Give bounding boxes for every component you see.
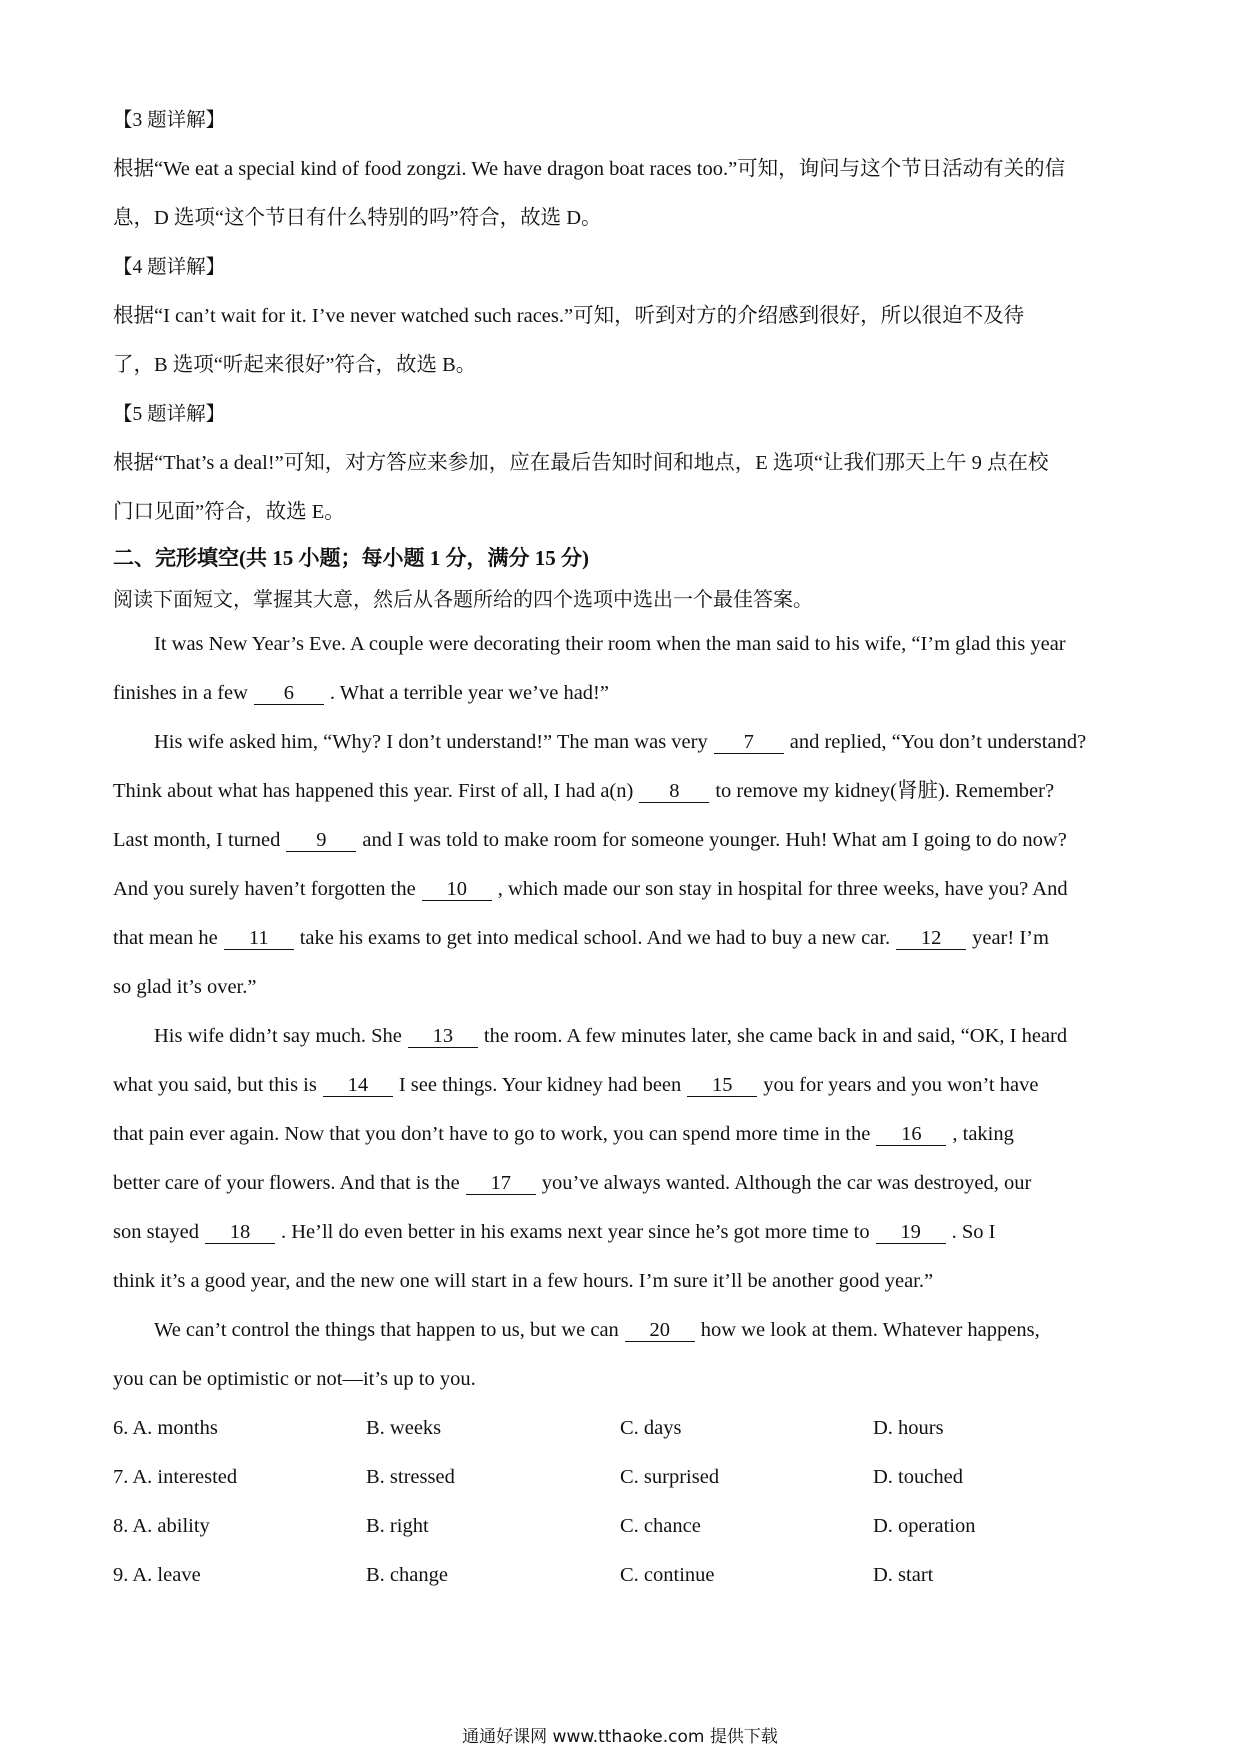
blank-19: 19 xyxy=(876,1221,946,1244)
explanation-heading: 【4 题详解】 xyxy=(113,257,226,278)
option-a: 8. A. ability xyxy=(113,1515,210,1537)
passage-line: It was New Year’s Eve. A couple were decorating their room when the man said to his wife, “I’m glad this year xyxy=(154,633,1066,655)
question-7-options xyxy=(113,1453,1143,1502)
passage-line: We can’t control the things that happen to us, but we can 20 how we look at them. Whatever happens, xyxy=(154,1319,1040,1341)
passage-line: Think about what has happened this year. First of all, I had a(n) 8 to remove my kidney(肾脏). Remember? xyxy=(113,780,1055,802)
blank-20: 20 xyxy=(625,1319,695,1342)
option-b: B. change xyxy=(366,1564,448,1586)
passage-line: that pain ever again. Now that you don’t have to go to work, you can spend more time in the 16 , taking xyxy=(113,1123,1014,1145)
option-c: C. days xyxy=(620,1417,682,1439)
blank-8: 8 xyxy=(639,780,709,803)
answer-options xyxy=(113,1404,1143,1600)
passage-line: Last month, I turned 9 and I was told to make room for someone younger. Huh! What am I going to do now? xyxy=(113,829,1067,851)
section-instruction: 阅读下面短文，掌握其大意，然后从各题所给的四个选项中选出一个最佳答案。 xyxy=(113,589,813,611)
blank-10: 10 xyxy=(422,878,492,901)
blank-14: 14 xyxy=(323,1074,393,1097)
question-9-options xyxy=(113,1551,1143,1600)
cloze-passage xyxy=(113,620,1143,1404)
explanation-heading: 【5 题详解】 xyxy=(113,404,226,425)
passage-line: And you surely haven’t forgotten the 10 , which made our son stay in hospital for three weeks, have you? And xyxy=(113,878,1068,900)
option-c: C. chance xyxy=(620,1515,701,1537)
option-a: 7. A. interested xyxy=(113,1466,238,1488)
option-a: 9. A. leave xyxy=(113,1564,201,1586)
option-d: D. start xyxy=(873,1564,934,1586)
passage-line: son stayed 18 . He’ll do even better in his exams next year since he’s got more time to 19 . So I xyxy=(113,1221,996,1243)
option-b: B. stressed xyxy=(366,1466,455,1488)
passage-line: so glad it’s over.” xyxy=(113,976,257,998)
explanation-5 xyxy=(113,390,1143,537)
passage-line: you can be optimistic or not—it’s up to you. xyxy=(113,1368,476,1390)
explanation-text: 根据“We eat a special kind of food zongzi. We have dragon boat races too.”可知，询问与这个节日活动有关的信 xyxy=(113,158,1066,180)
passage-line: better care of your flowers. And that is the 17 you’ve always wanted. Although the car was destroyed, our xyxy=(113,1172,1032,1194)
question-8-options xyxy=(113,1502,1143,1551)
option-b: B. weeks xyxy=(366,1417,442,1439)
blank-12: 12 xyxy=(896,927,966,950)
passage-line: His wife didn’t say much. She 13 the room. A few minutes later, she came back in and said, “OK, I heard xyxy=(154,1025,1068,1047)
blank-7: 7 xyxy=(714,731,784,754)
explanation-text: 息，D 选项“这个节日有什么特别的吗”符合，故选 D。 xyxy=(113,207,602,229)
option-d: D. touched xyxy=(873,1466,963,1488)
option-d: D. operation xyxy=(873,1515,976,1537)
explanation-heading: 【3 题详解】 xyxy=(113,110,226,131)
document-page xyxy=(113,96,1143,1600)
explanation-text: 根据“That’s a deal!”可知，对方答应来参加，应在最后告知时间和地点，E 选项“让我们那天上午 9 点在校 xyxy=(113,452,1049,474)
question-6-options xyxy=(113,1404,1143,1453)
blank-11: 11 xyxy=(224,927,294,950)
option-b: B. right xyxy=(366,1515,429,1537)
explanation-text: 了，B 选项“听起来很好”符合，故选 B。 xyxy=(113,354,477,376)
passage-line: finishes in a few 6 . What a terrible year we’ve had!” xyxy=(113,682,609,704)
explanation-4 xyxy=(113,243,1143,390)
page-footer: 通通好课网 www.tthaoke.com 提供下载 xyxy=(462,1727,778,1747)
blank-6: 6 xyxy=(254,682,324,705)
explanation-text: 根据“I can’t wait for it. I’ve never watched such races.”可知，听到对方的介绍感到很好，所以很迫不及待 xyxy=(113,305,1025,327)
option-c: C. continue xyxy=(620,1564,715,1586)
blank-18: 18 xyxy=(205,1221,275,1244)
option-a: 6. A. months xyxy=(113,1417,218,1439)
explanation-text: 门口见面”符合，故选 E。 xyxy=(113,501,345,523)
explanation-3 xyxy=(113,96,1143,243)
blank-16: 16 xyxy=(876,1123,946,1146)
passage-line: His wife asked him, “Why? I don’t understand!” The man was very 7 and replied, “You don’t understand? xyxy=(154,731,1087,753)
blank-17: 17 xyxy=(466,1172,536,1195)
passage-line: what you said, but this is 14 I see things. Your kidney had been 15 you for years and you won’t have xyxy=(113,1074,1039,1096)
option-d: D. hours xyxy=(873,1417,944,1439)
passage-line: that mean he 11 take his exams to get into medical school. And we had to buy a new car. 12 year! I’m xyxy=(113,927,1049,949)
section-title: 二、完形填空(共 15 小题；每小题 1 分，满分 15 分) xyxy=(113,546,589,570)
blank-15: 15 xyxy=(687,1074,757,1097)
option-c: C. surprised xyxy=(620,1466,720,1488)
blank-13: 13 xyxy=(408,1025,478,1048)
blank-9: 9 xyxy=(286,829,356,852)
passage-line: think it’s a good year, and the new one will start in a few hours. I’m sure it’ll be another good year.” xyxy=(113,1270,934,1292)
